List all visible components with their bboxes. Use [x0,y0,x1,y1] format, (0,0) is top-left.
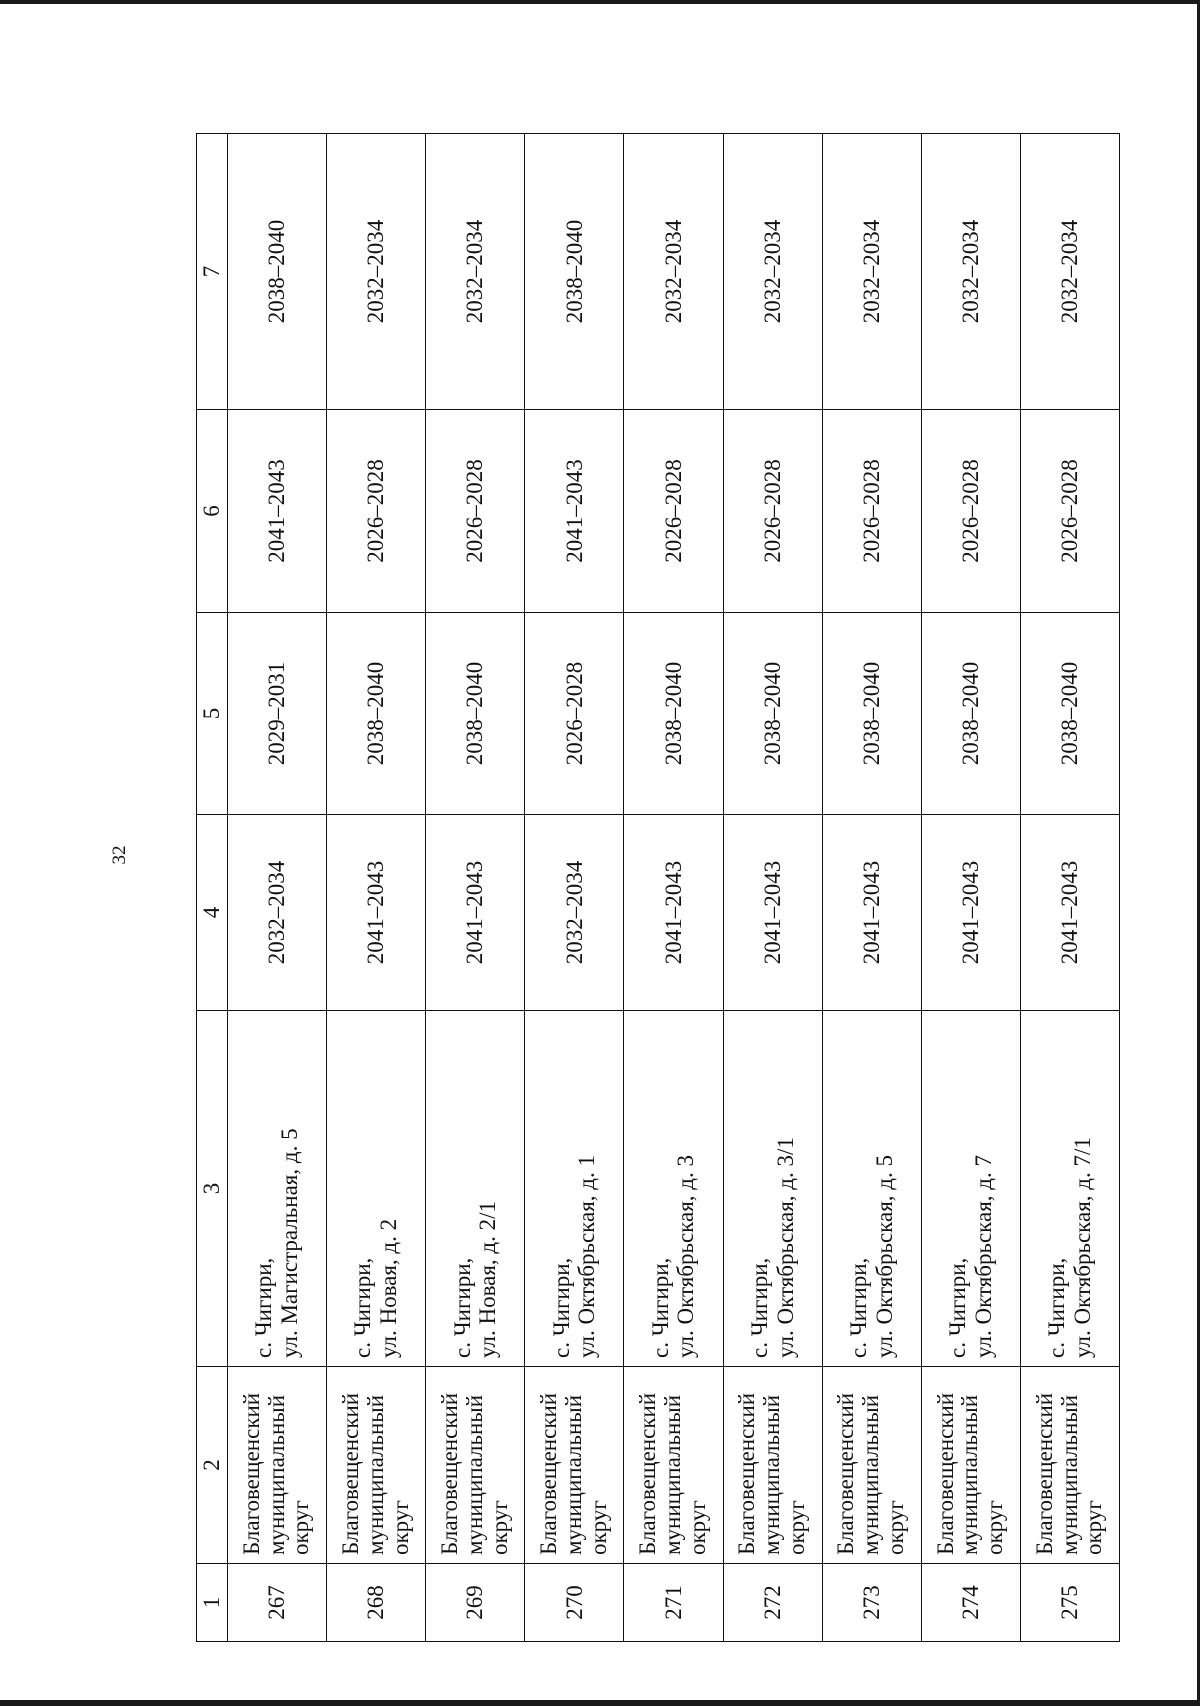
address-line: ул. Октябрьская, д. 5 [871,1155,897,1358]
period-col-7: 2032–2034 [921,134,1020,410]
municipality-cell [327,1367,426,1564]
municipality-line: Благовещенский [437,1392,463,1555]
table-row [822,134,921,1642]
municipality-line: муниципальный [660,1394,686,1555]
municipality-line: муниципальный [1056,1394,1082,1555]
municipality-line: Благовещенский [734,1392,760,1555]
municipality-line: округ [387,1500,413,1555]
header-col-5: 5 [197,613,228,815]
period-col-6: 2026–2028 [1020,410,1119,613]
address-cell [624,1011,723,1367]
period-col-6: 2026–2028 [624,410,723,613]
municipality-cell [624,1367,723,1564]
row-number: 274 [921,1564,1020,1642]
address-line: ул. Новая, д. 2 [376,1218,402,1358]
header-col-6: 6 [197,410,228,613]
period-col-5: 2029–2031 [228,613,327,815]
municipality-cell [426,1367,525,1564]
address-line: ул. Магистральная, д. 5 [277,1128,303,1358]
period-col-7: 2038–2040 [228,134,327,410]
address-cell [723,1011,822,1367]
municipality-line: муниципальный [263,1394,289,1555]
address-line: ул. Октябрьская, д. 1 [574,1155,600,1358]
period-col-7: 2032–2034 [822,134,921,410]
row-number: 271 [624,1564,723,1642]
address-line: ул. Октябрьская, д. 7 [970,1155,996,1358]
address-line: с. Чигири, [1044,1257,1070,1358]
period-col-4: 2041–2043 [921,815,1020,1011]
row-number: 268 [327,1564,426,1642]
period-col-7: 2032–2034 [426,134,525,410]
municipality-line: Благовещенский [238,1392,264,1555]
period-col-6: 2026–2028 [822,410,921,613]
period-col-4: 2041–2043 [327,815,426,1011]
municipality-line: Благовещенский [536,1392,562,1555]
table-container [196,134,1120,1642]
municipality-cell [822,1367,921,1564]
period-col-5: 2038–2040 [723,613,822,815]
address-line: ул. Октябрьская, д. 3/1 [772,1137,798,1358]
period-col-6: 2026–2028 [921,410,1020,613]
scan-edge-bottom [0,1700,1200,1706]
table-row [426,134,525,1642]
municipality-line: муниципальный [759,1394,785,1555]
housing-schedule-table [196,133,1120,1642]
municipality-line: муниципальный [957,1394,983,1555]
address-line: с. Чигири, [548,1257,574,1358]
address-line: с. Чигири, [746,1257,772,1358]
address-cell [327,1011,426,1367]
row-number: 272 [723,1564,822,1642]
municipality-line: округ [1081,1500,1107,1555]
municipality-line: округ [585,1500,611,1555]
table-row [624,134,723,1642]
municipality-line: округ [684,1500,710,1555]
table-row [327,134,426,1642]
address-line: ул. Октябрьская, д. 7/1 [1069,1137,1095,1358]
municipality-line: Благовещенский [932,1392,958,1555]
address-line: с. Чигири, [251,1257,277,1358]
table-row [525,134,624,1642]
municipality-cell [921,1367,1020,1564]
row-number: 270 [525,1564,624,1642]
period-col-7: 2038–2040 [525,134,624,410]
header-col-7: 7 [197,134,228,410]
address-line: с. Чигири, [350,1257,376,1358]
period-col-7: 2032–2034 [723,134,822,410]
period-col-7: 2032–2034 [624,134,723,410]
period-col-6: 2026–2028 [327,410,426,613]
period-col-5: 2038–2040 [624,613,723,815]
municipality-cell [228,1367,327,1564]
table-row [1020,134,1119,1642]
address-line: ул. Октябрьская, д. 3 [673,1155,699,1358]
period-col-7: 2032–2034 [327,134,426,410]
table-row [921,134,1020,1642]
municipality-line: Благовещенский [337,1392,363,1555]
municipality-line: округ [883,1500,909,1555]
municipality-line: муниципальный [461,1394,487,1555]
period-col-4: 2041–2043 [624,815,723,1011]
header-col-2: 2 [197,1367,228,1564]
table-row [723,134,822,1642]
row-number: 269 [426,1564,525,1642]
period-col-4: 2041–2043 [426,815,525,1011]
municipality-line: муниципальный [858,1394,884,1555]
municipality-line: Благовещенский [833,1392,859,1555]
period-col-6: 2026–2028 [426,410,525,613]
header-col-4: 4 [197,815,228,1011]
period-col-5: 2038–2040 [327,613,426,815]
period-col-5: 2038–2040 [1020,613,1119,815]
period-col-4: 2032–2034 [228,815,327,1011]
period-col-4: 2041–2043 [1020,815,1119,1011]
address-cell [822,1011,921,1367]
period-col-6: 2041–2043 [228,410,327,613]
address-cell [525,1011,624,1367]
municipality-line: округ [288,1500,314,1555]
period-col-4: 2041–2043 [723,815,822,1011]
municipality-line: муниципальный [362,1394,388,1555]
address-line: с. Чигири, [449,1257,475,1358]
address-cell [426,1011,525,1367]
page-number-text: 32 [109,845,130,865]
address-cell [921,1011,1020,1367]
municipality-line: округ [784,1500,810,1555]
period-col-5: 2038–2040 [426,613,525,815]
row-number: 275 [1020,1564,1119,1642]
period-col-4: 2032–2034 [525,815,624,1011]
municipality-line: Благовещенский [635,1392,661,1555]
table-row [228,134,327,1642]
address-line: с. Чигири, [647,1257,673,1358]
period-col-6: 2041–2043 [525,410,624,613]
municipality-line: Благовещенский [1031,1392,1057,1555]
period-col-4: 2041–2043 [822,815,921,1011]
header-col-3: 3 [197,1011,228,1367]
municipality-cell [1020,1367,1119,1564]
address-cell [1020,1011,1119,1367]
period-col-6: 2026–2028 [723,410,822,613]
header-row [197,134,228,1642]
address-line: ул. Новая, д. 2/1 [475,1200,501,1358]
municipality-cell [723,1367,822,1564]
municipality-cell [525,1367,624,1564]
period-col-5: 2038–2040 [921,613,1020,815]
row-number: 267 [228,1564,327,1642]
address-cell [228,1011,327,1367]
address-line: с. Чигири, [845,1257,871,1358]
municipality-line: округ [486,1500,512,1555]
period-col-5: 2038–2040 [822,613,921,815]
municipality-line: муниципальный [560,1394,586,1555]
period-col-5: 2026–2028 [525,613,624,815]
address-line: с. Чигири, [945,1257,971,1358]
header-col-1: 1 [197,1564,228,1642]
row-number: 273 [822,1564,921,1642]
scan-edge-top [0,0,1200,4]
municipality-line: округ [982,1500,1008,1555]
period-col-7: 2032–2034 [1020,134,1119,410]
